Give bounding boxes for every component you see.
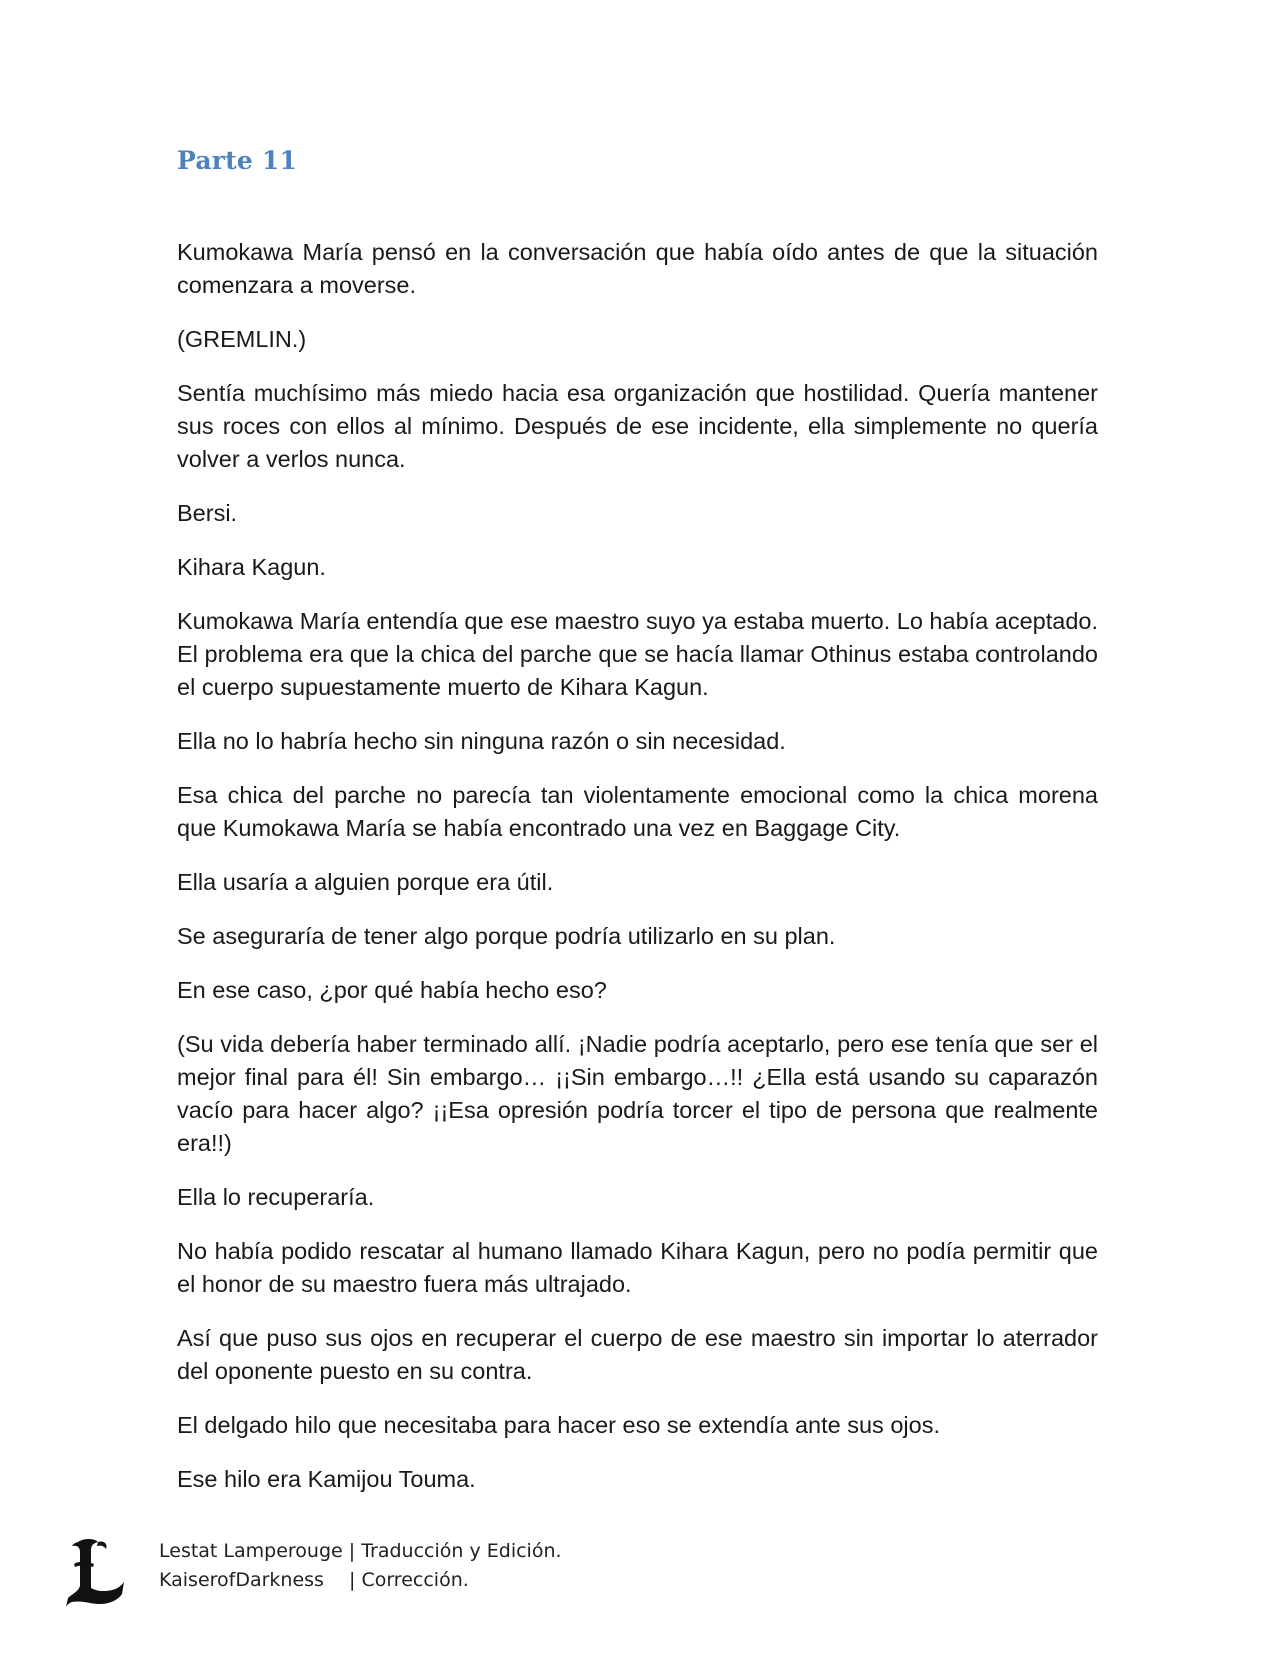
paragraph: (GREMLIN.): [177, 326, 307, 352]
paragraph: Ella usaría a alguien porque era útil.: [177, 869, 554, 895]
credit-role: | Corrección.: [349, 1569, 469, 1591]
paragraph: (Su vida debería haber terminado allí. ¡Nadie podría aceptarlo, pero ese tenía que ser el mejor final para él! Sin embargo… ¡¡Sin embargo…!! ¿Ella está usando su caparazón vacío para hacer algo? ¡¡Esa opresión podría torcer el tipo de persona que realmente era!!): [177, 1031, 1098, 1156]
gothic-l-logo-icon: [64, 1536, 126, 1608]
paragraph: Kihara Kagun.: [177, 554, 326, 580]
paragraph: En ese caso, ¿por qué había hecho eso?: [177, 977, 607, 1003]
paragraph: Bersi.: [177, 500, 238, 526]
paragraph: Sentía muchísimo más miedo hacia esa organización que hostilidad. Quería mantener sus roces con ellos al mínimo. Después de ese incidente, ella simplemente no quería volver a verlos nunca.: [177, 380, 1098, 472]
paragraph: Kumokawa María pensó en la conversación que había oído antes de que la situación comenzara a moverse.: [177, 239, 1098, 298]
paragraph: El delgado hilo que necesitaba para hacer eso se extendía ante sus ojos.: [177, 1412, 940, 1438]
paragraph: Esa chica del parche no parecía tan violentamente emocional como la chica morena que Kumokawa María se había encontrado una vez en Baggage City.: [177, 782, 1098, 841]
footer-credits: [159, 1537, 562, 1595]
paragraph: Ese hilo era Kamijou Touma.: [177, 1466, 476, 1492]
credit-line: [159, 1537, 562, 1566]
paragraph: No había podido rescatar al humano llamado Kihara Kagun, pero no podía permitir que el honor de su maestro fuera más ultrajado.: [177, 1238, 1098, 1297]
paragraph: Así que puso sus ojos en recuperar el cuerpo de ese maestro sin importar lo aterrador del oponente puesto en su contra.: [177, 1325, 1098, 1384]
credit-role: | Traducción y Edición.: [348, 1540, 562, 1562]
credit-name: KaiserofDarkness: [159, 1569, 324, 1591]
paragraph: Se aseguraría de tener algo porque podría utilizarlo en su plan.: [177, 923, 836, 949]
section-heading: Parte 11: [177, 146, 298, 175]
credit-line: [159, 1566, 562, 1595]
paragraph: Ella no lo habría hecho sin ninguna razón o sin necesidad.: [177, 728, 786, 754]
credit-name: Lestat Lamperouge: [159, 1540, 343, 1562]
paragraph: Ella lo recuperaría.: [177, 1184, 375, 1210]
document-body: [177, 236, 1098, 1517]
paragraph: Kumokawa María entendía que ese maestro suyo ya estaba muerto. Lo había aceptado. El problema era que la chica del parche que se hacía llamar Othinus estaba controlando el cuerpo supuestamente muerto de Kihara Kagun.: [177, 608, 1098, 700]
